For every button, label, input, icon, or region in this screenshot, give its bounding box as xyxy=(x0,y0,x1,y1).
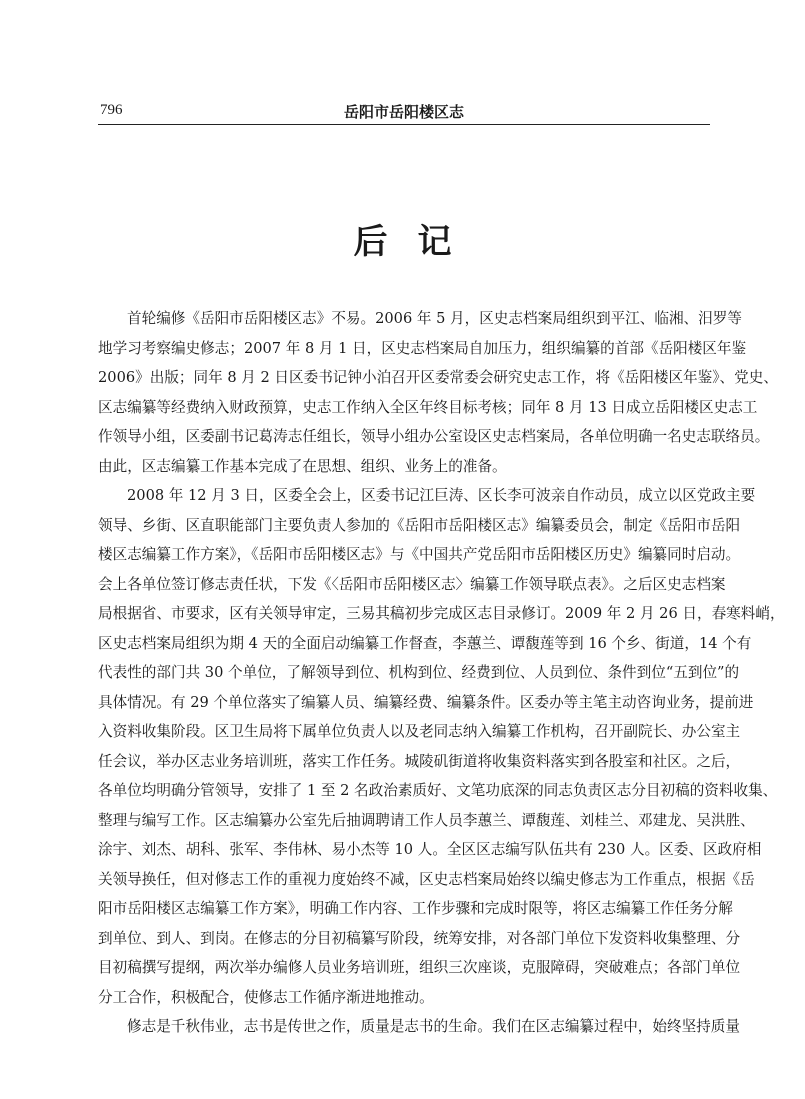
body-text xyxy=(98,304,785,1042)
chapter-title: 后记 xyxy=(353,222,482,262)
paragraph-line: 任会议，举办区志业务培训班，落实工作任务。城陵矶街道将收集资料落实到各股室和社区。之后， xyxy=(98,752,741,770)
paragraph-line: 具体情况。有 29 个单位落实了编纂人员、编纂经费、编纂条件。区委办等主笔主动咨询业务，提前进 xyxy=(98,693,754,711)
paragraph-line: 领导、乡街、区直职能部门主要负责人参加的《岳阳市岳阳楼区志》编纂委员会，制定《岳阳市岳阳 xyxy=(98,516,741,534)
paragraph-line: 涂宇、刘杰、胡科、张军、李伟林、易小杰等 10 人。全区区志编写队伍共有 230 人。区委、区政府相 xyxy=(98,841,762,858)
paragraph-line: 会上各单位签订修志责任状，下发《〈岳阳市岳阳楼区志〉编纂工作领导联点表》。之后区史志档案 xyxy=(98,575,726,593)
paragraph-line: 地学习考察编史修志；2007 年 8 月 1 日，区史志档案局自加压力，组织编纂的首部《岳阳楼区年鉴 xyxy=(98,339,747,357)
paragraph-line: 修志是千秋伟业，志书是传世之作，质量是志书的生命。我们在区志编纂过程中，始终坚持质量 xyxy=(127,1018,740,1035)
paragraph-line: 分工合作，积极配合，使修志工作循序渐进地推动。 xyxy=(98,988,434,1006)
paragraph-line: 作领导小组，区委副书记葛涛志任组长，领导小组办公室设区史志档案局，各单位明确一名史志联络员。 xyxy=(98,428,770,445)
paragraph-line: 首轮编修《岳阳市岳阳楼区志》不易。2006 年 5 月，区史志档案局组织到平江、临湘、汨罗等 xyxy=(127,310,742,327)
paragraph-line: 2008 年 12 月 3 日，区委全会上，区委书记江巨涛、区长李可波亲自作动员，成立以区党政主要 xyxy=(127,487,756,504)
paragraph-line: 2006》出版；同年 8 月 2 日区委书记钟小泊召开区委常委会研究史志工作，将《岳阳楼区年鉴》、党史、 xyxy=(98,369,778,386)
paragraph-line: 代表性的部门共 30 个单位，了解领导到位、机构到位、经费到位、人员到位、条件到位“五到位”的 xyxy=(98,664,740,681)
page-number: 796 xyxy=(100,102,123,118)
book-title: 岳阳市岳阳楼区志 xyxy=(343,103,464,121)
paragraph-line: 关领导换任，但对修志工作的重视力度始终不减，区史志档案局始终以编史修志为工作重点，根据《岳 xyxy=(98,870,755,888)
paragraph-line: 入资料收集阶段。区卫生局将下属单位负责人以及老同志纳入编纂工作机构，召开副院长、办公室主 xyxy=(98,723,741,740)
paragraph-line: 局根据省、市要求，区有关领导审定，三易其稿初步完成区志目录修订。2009 年 2 月 26 日，春寒料峭， xyxy=(98,605,785,622)
paragraph-line: 楼区志编纂工作方案》，《岳阳市岳阳楼区志》与《中国共产党岳阳市岳阳楼区历史》编纂同时启动。 xyxy=(98,546,741,563)
paragraph-line: 阳市岳阳楼区志编纂工作方案》，明确工作内容、工作步骤和完成时限等，将区志编纂工作任务分解 xyxy=(98,900,733,917)
paragraph-line: 由此，区志编纂工作基本完成了在思想、组织、业务上的准备。 xyxy=(98,457,507,475)
paragraph-line: 目初稿撰写提纲，两次举办编修人员业务培训班，组织三次座谈，克服障碍，突破难点；各部门单位 xyxy=(98,959,741,976)
paragraph-line: 整理与编写工作。区志编纂办公室先后抽调聘请工作人员李蕙兰、谭馥莲、刘桂兰、邓建龙、吴洪胜、 xyxy=(98,811,755,829)
paragraph-line: 区志编纂等经费纳入财政预算，史志工作纳入全区年终目标考核；同年 8 月 13 日成立岳阳楼区史志工 xyxy=(98,398,758,416)
paragraph-line: 各单位均明确分管领导，安排了 1 至 2 名政治素质好、文笔功底深的同志负责区志分目初稿的资料收集、 xyxy=(98,782,778,799)
running-header xyxy=(98,100,710,125)
paragraph-line: 到单位、到人、到岗。在修志的分目初稿纂写阶段，统筹安排，对各部门单位下发资料收集整理、分 xyxy=(98,929,741,947)
paragraph-line: 区史志档案局组织为期 4 天的全面启动编纂工作督查，李蕙兰、谭馥莲等到 16 个乡、街道，14 个有 xyxy=(98,634,752,652)
